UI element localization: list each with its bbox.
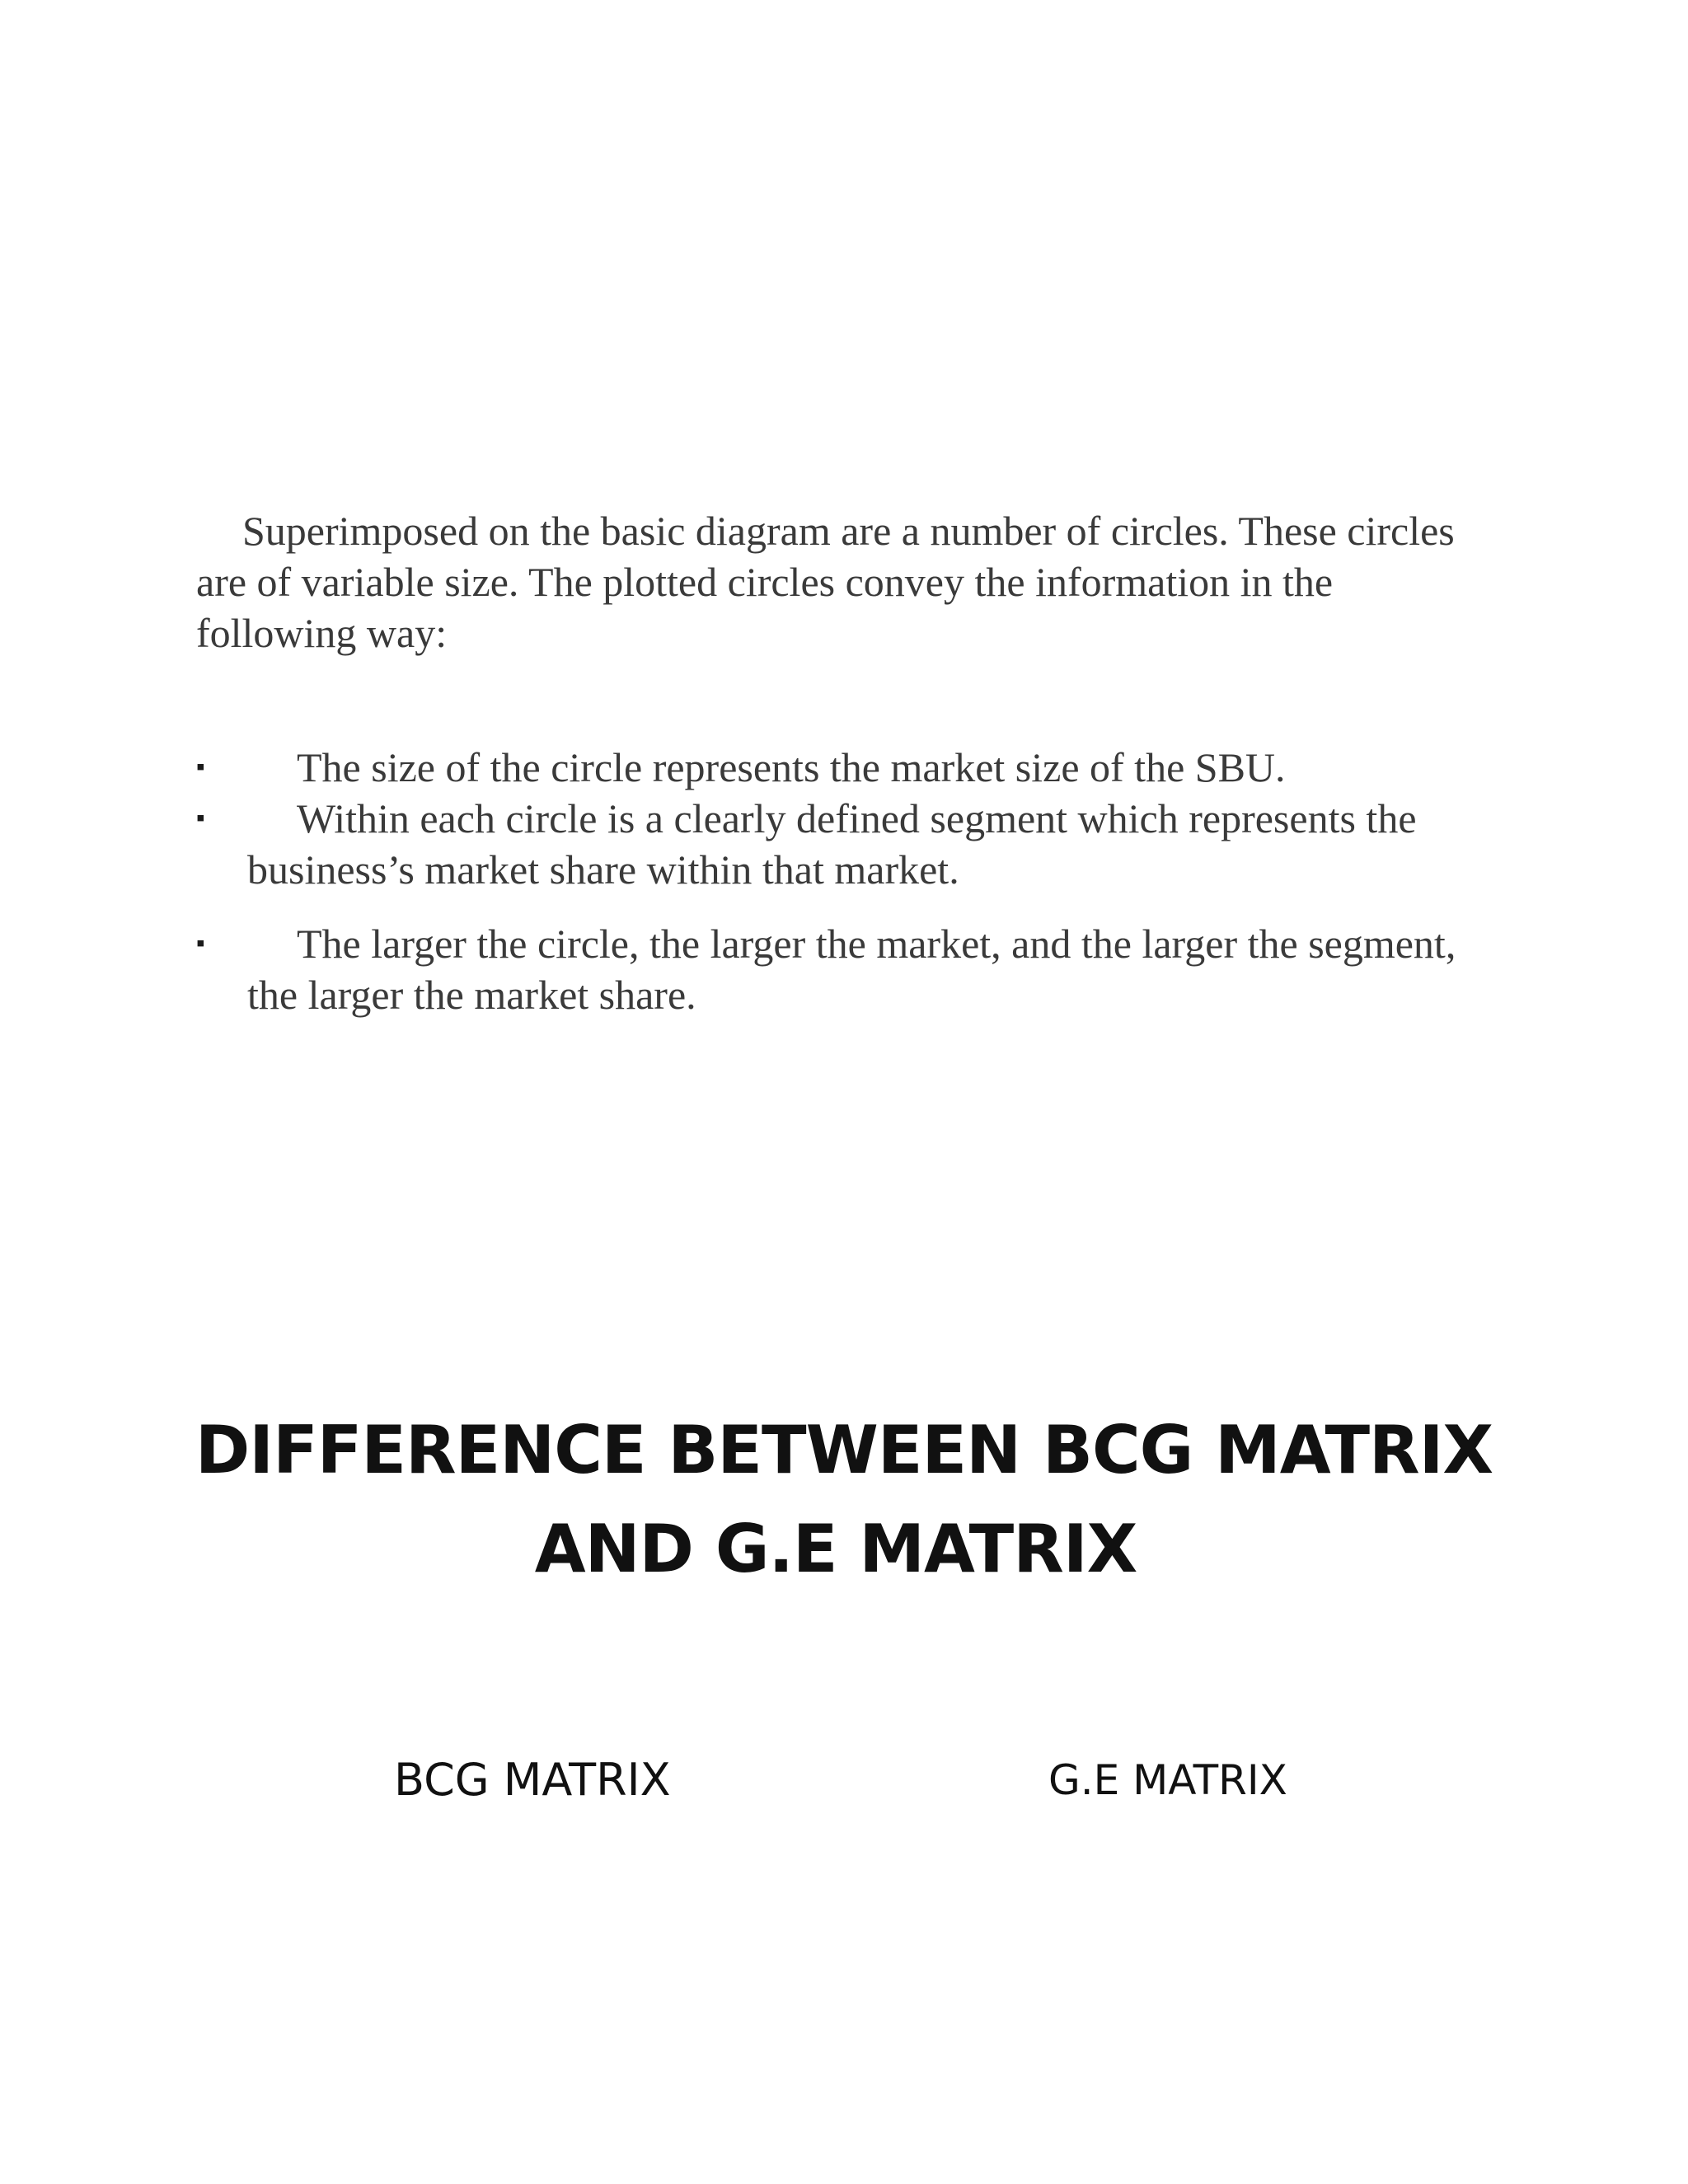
square-bullet-icon: ▪ <box>196 930 205 957</box>
bullet-item <box>196 742 1482 793</box>
column-label-bcg-matrix: BCG MATRIX <box>394 1754 671 1806</box>
section-heading-line-1: DIFFERENCE BETWEEN BCG MATRIX <box>195 1412 1493 1488</box>
bullet-text: Within each circle is a clearly defined segment which represents the business’s market share within that market. <box>247 795 1417 893</box>
bullet-item <box>196 793 1482 895</box>
bullet-text: The larger the circle, the larger the market, and the larger the segment, the larger the market share. <box>247 921 1456 1018</box>
column-label-ge-matrix: G.E MATRIX <box>1048 1756 1287 1804</box>
section-heading <box>0 1401 1688 1599</box>
section-heading-line-2: AND G.E MATRIX <box>534 1511 1137 1587</box>
bullet-text: The size of the circle represents the market size of the SBU. <box>297 744 1286 790</box>
bullet-list <box>196 742 1482 1020</box>
intro-paragraph-text: Superimposed on the basic diagram are a number of circles. These circles are of variable size. The plotted circles convey the information in the following way: <box>196 508 1455 656</box>
intro-paragraph <box>196 505 1482 658</box>
bullet-item <box>196 918 1482 1020</box>
square-bullet-icon: ▪ <box>196 753 205 780</box>
square-bullet-icon: ▪ <box>196 804 205 832</box>
